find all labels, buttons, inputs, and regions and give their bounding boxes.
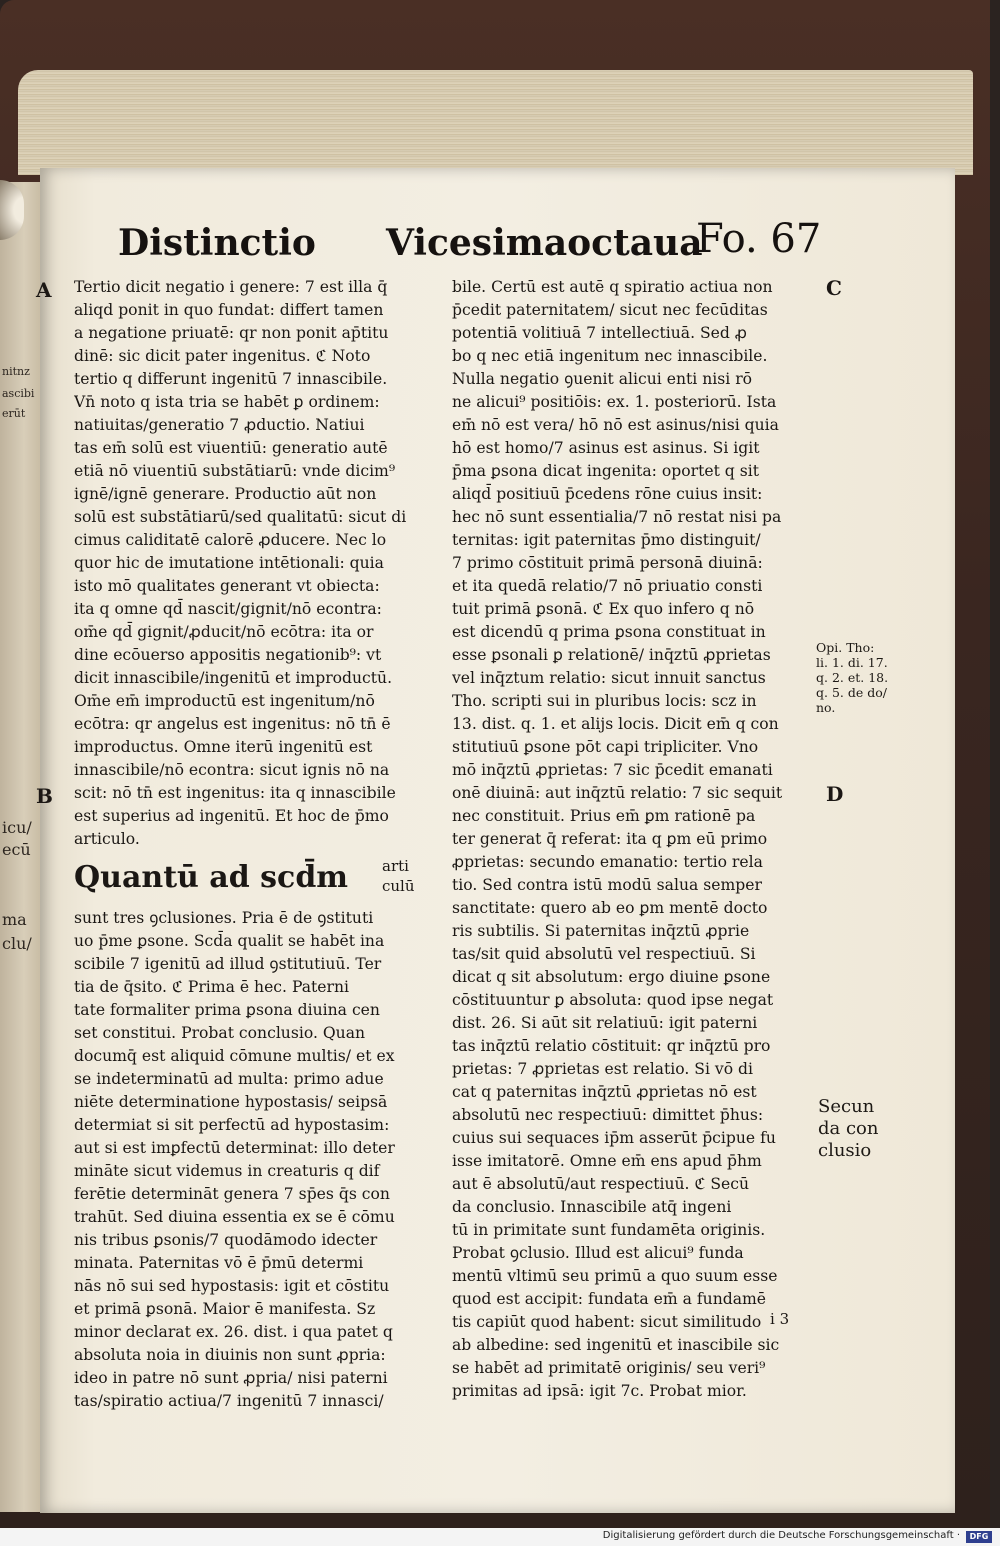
text-line: onē diuinā: aut inq̄ztū relatio: 7 sic sequit: [452, 784, 783, 802]
dfg-logo: DFG: [966, 1531, 992, 1543]
text-line: mentū vltimū seu primū a quo suum esse: [452, 1267, 778, 1285]
text-line: mō inq̄ztū ꝓprietas: 7 sic p̄cedit emanati: [452, 761, 773, 779]
section-heading: [74, 857, 434, 907]
text-line: articulo.: [74, 830, 140, 848]
text-line: potentiā volitiuā 7 intellectiuā. Sed ꝓ: [452, 324, 747, 342]
text-line: nec constituit. Prius em̄ ꝑm rationē pa: [452, 807, 756, 825]
gloss-line: Opi. Tho:: [816, 640, 875, 655]
margin-letter-a: A: [36, 278, 52, 302]
text-line: ferētie determināt genera 7 sp̄es q̄s con: [74, 1185, 390, 1203]
text-line: cimus caliditatē calorē ꝓducere. Nec lo: [74, 531, 387, 549]
gloss-line: li. 1. di. 17.: [816, 655, 888, 670]
left-page-fragment: ascibi: [2, 387, 35, 400]
text-line: primitas ad ipsā: igit 7c. Probat mior.: [452, 1382, 747, 1400]
gloss-line: no.: [816, 700, 836, 715]
text-line: Tertio dicit negatio i genere: 7 est illa q̄: [74, 278, 388, 296]
left-page-fragment: ma: [2, 910, 27, 929]
text-line: cuius sui sequaces ip̄m asserūt p̄cipue fu: [452, 1129, 776, 1147]
text-line: Tho. scripti sui in pluribus locis: scz in: [452, 692, 757, 710]
text-line: cat q paternitas inq̄ztū ꝓprietas nō est: [452, 1083, 757, 1101]
text-line: solū est substātiarū/sed qualitatū: sicut di: [74, 508, 407, 526]
text-line: cōstituuntur ꝑ absoluta: quod ipse negat: [452, 991, 774, 1009]
text-line: om̄e qd̄ gignit/ꝓducit/nō ecōtra: ita or: [74, 623, 374, 641]
text-line: dist. 26. Si aūt sit relatiuū: igit paterni: [452, 1014, 758, 1032]
left-column-text-2: [74, 907, 434, 1413]
text-line: ecōtra: qr angelus est ingenitus: nō tn̄ ē: [74, 715, 391, 733]
text-line: dinē: sic dicit pater ingenitus. ℭ Noto: [74, 347, 371, 365]
text-line: ris subtilis. Si paternitas inq̄ztū ꝓprie: [452, 922, 750, 940]
text-line: tas em̄ solū est viuentiū: generatio autē: [74, 439, 388, 457]
text-line: scibile 7 igenitū ad illud ꝯstitutiuū. Ter: [74, 955, 382, 973]
text-line: vel inq̄ztum relatio: sicut innuit sanctus: [452, 669, 766, 687]
right-column: [452, 276, 812, 1403]
text-line: improductus. Omne iterū ingenitū est: [74, 738, 373, 756]
text-line: a negatione priuatē: qr non ponit ap̄titu: [74, 324, 389, 342]
margin-letter-d: D: [826, 782, 844, 806]
text-line: aut si est imꝑfectū determinat: illo deter: [74, 1139, 395, 1157]
text-line: dicit innascibile/ingenitū et improductū.: [74, 669, 393, 687]
gloss-line: q. 5. de do/: [816, 685, 887, 700]
left-page-fragment: ecū: [2, 840, 31, 859]
text-line: hec nō sunt essentialia/7 nō restat nisi pa: [452, 508, 782, 526]
text-line: tas/spiratio actiua/7 ingenitū 7 innasci/: [74, 1392, 384, 1410]
gloss-line: q. 2. et. 18.: [816, 670, 889, 685]
text-line: etiā nō viuentiū substātiarū: vnde dicim⁹: [74, 462, 396, 480]
text-line: natiuitas/generatio 7 ꝓductio. Natiui: [74, 416, 365, 434]
left-column: [74, 276, 434, 1413]
text-line: documq̄ est aliquid cōmune multis/ et ex: [74, 1047, 395, 1065]
text-line: tas/sit quid absolutū vel respectiuū. Si: [452, 945, 756, 963]
text-line: ternitas: igit paternitas p̄mo distinguit/: [452, 531, 761, 549]
text-line: uo p̄me ꝑsone. Scd̄a qualit se habēt ina: [74, 932, 385, 950]
text-line: tate formaliter prima ꝑsona diuina cen: [74, 1001, 380, 1019]
left-page-fragment: icu/: [2, 818, 32, 837]
heading-tail-1: arti: [382, 857, 409, 875]
text-line: et primā ꝑsonā. Maior ē manifesta. Sz: [74, 1300, 376, 1318]
text-line: absolutū nec respectiuū: dimittet p̄hus:: [452, 1106, 764, 1124]
text-line: tas inq̄ztū relatio cōstituit: qr inq̄ztū pro: [452, 1037, 771, 1055]
text-line: et ita quedā relatio/7 nō priuatio consti: [452, 577, 763, 595]
text-line: quod est accipit: fundata em̄ a fundamē: [452, 1290, 767, 1308]
text-line: tuit primā ꝑsonā. ℭ Ex quo infero q nō: [452, 600, 755, 618]
text-line: 7 primo cōstituit primā personā diuinā:: [452, 554, 763, 572]
text-line: determiat si sit perfectū ad hypostasim:: [74, 1116, 390, 1134]
text-line: minata. Paternitas vō ē p̄mū determi: [74, 1254, 364, 1272]
left-page-fragment: nitnz: [2, 365, 30, 378]
margin-letter-c: C: [826, 276, 842, 300]
text-line: esse ꝑsonali ꝑ relationē/ inq̄ztū ꝓprietas: [452, 646, 771, 664]
text-line: minor declarat ex. 26. dist. i qua patet q: [74, 1323, 393, 1341]
text-line: tis capiūt quod habent: sicut similitudo: [452, 1313, 762, 1331]
text-line: ter generat q̄ referat: ita q ꝑm eū primo: [452, 830, 768, 848]
text-line: bo q nec etiā ingenitum nec innascibile.: [452, 347, 768, 365]
text-line: sanctitate: quero ab eo ꝑm mentē docto: [452, 899, 768, 917]
right-column-text: [452, 276, 812, 1403]
text-line: est superius ad ingenitū. Et hoc de p̄mo: [74, 807, 389, 825]
folio-number: Fo. 67: [696, 216, 822, 262]
text-line: absoluta noia in diuinis non sunt ꝓpria:: [74, 1346, 386, 1364]
text-line: tio. Sed contra istū modū salua semper: [452, 876, 762, 894]
gloss-line: da con: [818, 1118, 879, 1139]
text-line: isto mō qualitates generant vt obiecta:: [74, 577, 380, 595]
text-line: aliqd̄ positiuū p̄cedens rōne cuius insit:: [452, 485, 763, 503]
page-edges: [18, 70, 973, 175]
text-line: da conclusio. Innascibile atq̄ ingeni: [452, 1198, 732, 1216]
section-heading-text: Quantū ad scd̄m: [74, 860, 349, 895]
text-line: isse imitatorē. Omne em̄ ens apud p̄hm: [452, 1152, 762, 1170]
text-line: Probat ꝯclusio. Illud est alicui⁹ funda: [452, 1244, 744, 1262]
text-line: est dicendū q prima ꝑsona constituat in: [452, 623, 766, 641]
text-line: ignē/ignē generare. Productio aūt non: [74, 485, 377, 503]
text-line: tia de q̄sito. ℭ Prima ē hec. Paterni: [74, 978, 350, 996]
text-line: 13. dist. q. 1. et alijs locis. Dicit em̄ q con: [452, 715, 779, 733]
text-line: tertio q differunt ingenitū 7 innascibile.: [74, 370, 388, 388]
text-line: stitutiuū ꝑsone pōt capi tripliciter. Vno: [452, 738, 759, 756]
text-line: nis tribus ꝑsonis/7 quodāmodo idecter: [74, 1231, 378, 1249]
text-line: p̄cedit paternitatem/ sicut nec fecūditas: [452, 301, 768, 319]
text-line: trahūt. Sed diuina essentia ex se ē cōmu: [74, 1208, 395, 1226]
text-line: ita q omne qd̄ nascit/gignit/nō econtra:: [74, 600, 382, 618]
text-line: Nulla negatio ꝯuenit alicui enti nisi rō: [452, 370, 753, 388]
text-line: aut ē absolutū/aut respectiuū. ℭ Secū: [452, 1175, 750, 1193]
text-line: sunt tres ꝯclusiones. Pria ē de ꝯstituti: [74, 909, 374, 927]
text-line: Vn̄ noto q ista tria se habēt ꝑ ordinem:: [74, 393, 380, 411]
text-line: se indeterminatū ad multa: primo adue: [74, 1070, 384, 1088]
text-line: hō est homo/7 asinus est asinus. Si igit: [452, 439, 760, 457]
margin-letter-b: B: [36, 784, 53, 808]
text-line: se habēt ad primitatē originis/ seu veri⁹: [452, 1359, 766, 1377]
text-line: niēte determinatione hypostasis/ seipsā: [74, 1093, 388, 1111]
left-page-fragment: clu/: [2, 934, 32, 953]
text-line: prietas: 7 ꝓprietas est relatio. Si vō di: [452, 1060, 754, 1078]
running-header: [118, 216, 878, 282]
gloss-line: Secun: [818, 1096, 875, 1117]
left-page-fragment: erūt: [2, 407, 26, 420]
heading-tail-2: culū: [382, 877, 415, 895]
text-line: em̄ nō est vera/ hō nō est asinus/nisi quia: [452, 416, 779, 434]
left-page-sliver: [0, 182, 40, 1512]
text-line: quor hic de imutatione intētionali: quia: [74, 554, 384, 572]
text-line: innascibile/nō econtra: sicut ignis nō na: [74, 761, 390, 779]
gloss-line: clusio: [818, 1140, 872, 1161]
header-distinctio: Distinctio: [118, 222, 316, 264]
text-line: dine ecōuerso appositis negationib⁹: vt: [74, 646, 382, 664]
text-line: scit: nō tn̄ est ingenitus: ita q innascibile: [74, 784, 396, 802]
signature-mark: i 3: [770, 1310, 790, 1328]
text-line: ꝓprietas: secundo emanatio: tertio rela: [452, 853, 763, 871]
margin-gloss-secunda: [818, 1096, 879, 1162]
text-line: aliqd ponit in quo fundat: differt tamen: [74, 301, 384, 319]
margin-gloss-opi: [816, 640, 888, 715]
text-line: nās nō sui sed hypostasis: igit et cōstitu: [74, 1277, 390, 1295]
text-line: dicat q sit absolutum: ergo diuine ꝑsone: [452, 968, 771, 986]
left-column-text: [74, 276, 434, 851]
text-line: mināte sicut videmus in creaturis q dif: [74, 1162, 380, 1180]
text-line: ab albedine: sed ingenitū et inascibile sic: [452, 1336, 780, 1354]
text-line: ideo in patre nō sunt ꝓpria/ nisi paterni: [74, 1369, 388, 1387]
text-line: tū in primitate sunt fundamēta originis.: [452, 1221, 766, 1239]
header-vicesimaoctaua: Vicesimaoctaua: [386, 222, 703, 264]
text-line: set constitui. Probat conclusio. Quan: [74, 1024, 366, 1042]
text-line: bile. Certū est autē q spiratio actiua non: [452, 278, 773, 296]
text-line: p̄ma ꝑsona dicat ingenita: oportet q sit: [452, 462, 760, 480]
text-line: ne alicui⁹ positiōis: ex. 1. posteriorū. Ista: [452, 393, 777, 411]
text-line: Om̄e em̄ improductū est ingenitum/nō: [74, 692, 375, 710]
footer-credit: Digitalisierung gefördert durch die Deutsche Forschungsgemeinschaft ·: [602, 1530, 960, 1541]
